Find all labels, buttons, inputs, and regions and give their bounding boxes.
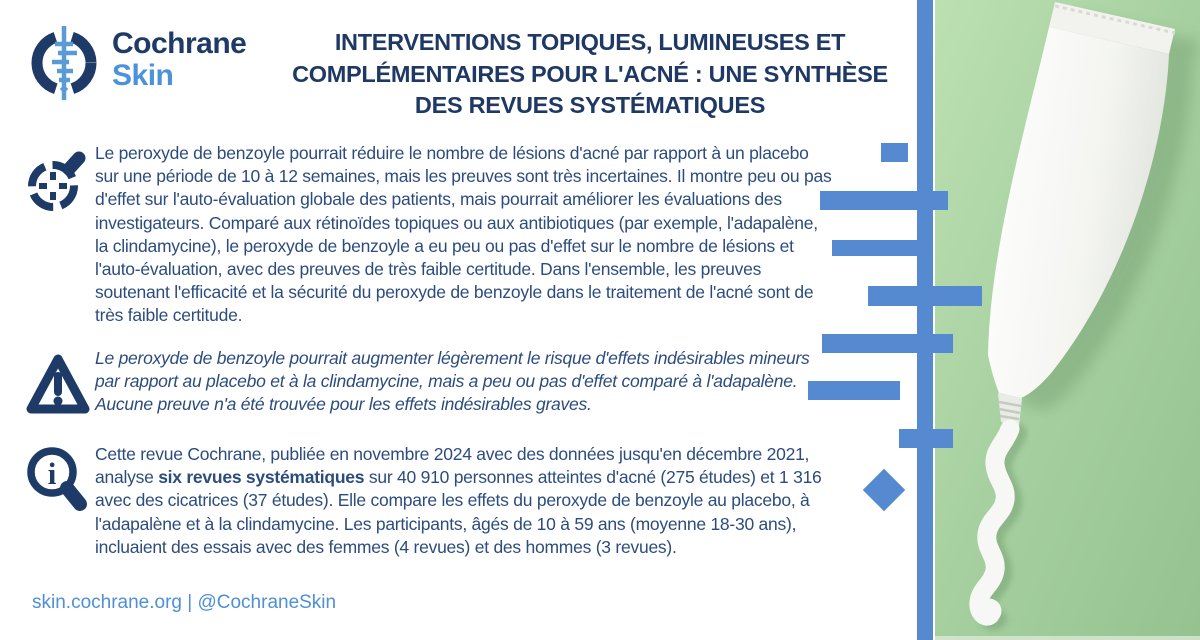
forest-plot-bar xyxy=(820,191,948,210)
forest-plot-bar xyxy=(899,429,953,448)
group-name: Skin xyxy=(112,59,174,92)
adverse-effects-paragraph: Le peroxyde de benzoyle pourrait augmenter légèrement le risque d'effets indésirables mineurs par rapport au placebo et à la clindamycine, mais a peu ou pas d'effet comparé à l'adapalène. Aucune preuve n'a été trouvée pour les effets indésirables graves. xyxy=(95,348,810,415)
footer-social-handle[interactable]: @CochraneSkin xyxy=(197,592,337,613)
benefits-paragraph: Le peroxyde de benzoyle pourrait réduire le nombre de lésions d'acné par rapport à un placebo sur une période de 10 à 12 semaines, mais les preuves sont très incertaines. Il montre peu ou pas d'effet sur l'auto-évaluation globale des patients, mais pourrait améliorer les évaluations des investigateurs. Comparé aux rétinoïdes topiques ou aux antibiotiques (par exemple, l'adapalène, la clindamycine), le peroxyde de benzoyle a eu peu ou pas d'effet sur le nombre de lésions et l'auto-évaluation, avec des preuves de très faible certitude. Dans l'ensemble, les preuves soutenant l'efficacité et la sécurité du peroxyde de benzoyle dans le traitement de l'acné sont de très faible certitude. xyxy=(95,143,832,326)
forest-plot-bar xyxy=(808,381,900,400)
svg-text:i: i xyxy=(47,456,57,491)
cream-tube-photo xyxy=(935,0,1200,640)
title-line-2: COMPLÉMENTAIRES POUR L'ACNÉ : UNE SYNTHÈSE xyxy=(292,60,888,87)
cream-tube-illustration xyxy=(935,0,1200,640)
about-text-before: Cette revue Cochrane, publiée en novembre 2024 avec des données jusqu'en décembre 2021, analyse xyxy=(95,444,810,488)
footer xyxy=(32,592,336,614)
about-text-after: sur 40 910 personnes atteintes d'acné (275 études) et 1 316 avec des cicatrices (37 études). Elle compare les effets du peroxyde de benzoyle au placebo, à l'adapalène et à la clindamycine. Les participants, âgés de 10 à 59 ans (moyenne 18-30 ans), incluaient des essais avec des femmes (4 revues) et des hommes (3 revues). xyxy=(95,467,822,557)
cochrane-logo-icon xyxy=(28,22,102,109)
forest-plot-bar xyxy=(868,286,982,306)
info-magnifier-icon xyxy=(25,444,95,529)
photo-bottom-edge xyxy=(935,636,1200,640)
title-line-1: INTERVENTIONS TOPIQUES, LUMINEUSES ET xyxy=(334,29,846,55)
forest-plot-diamond xyxy=(863,469,905,511)
forest-plot-axis-line xyxy=(917,0,933,640)
forest-plot-bar xyxy=(881,143,908,162)
footer-website-link[interactable]: skin.cochrane.org xyxy=(32,592,182,613)
cochrane-wordmark xyxy=(112,28,246,92)
forest-plot-bar xyxy=(832,240,933,256)
page-title xyxy=(250,27,930,122)
title-line-3: DES REVUES SYSTÉMATIQUES xyxy=(414,92,766,118)
target-lens-icon xyxy=(26,148,88,221)
about-text-bold: six revues systématiques xyxy=(158,467,365,488)
brand-name: Cochrane xyxy=(112,27,247,60)
footer-separator: | xyxy=(187,592,193,613)
warning-triangle-icon xyxy=(24,351,92,430)
forest-plot-bar xyxy=(822,334,953,353)
about-review-paragraph xyxy=(95,443,852,559)
